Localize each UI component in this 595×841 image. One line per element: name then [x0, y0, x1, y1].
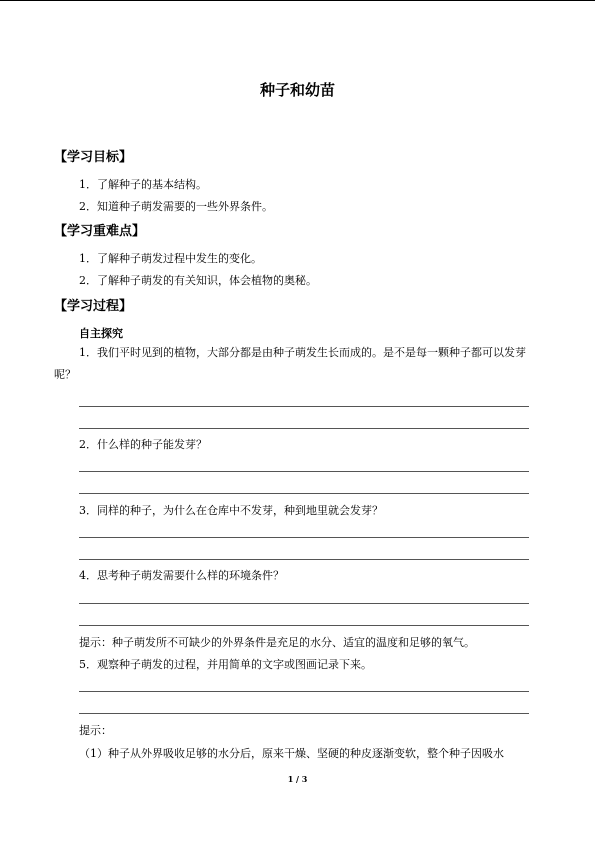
subheading-self-exploration: 自主探究 [79, 327, 123, 340]
section-heading-goals: 【学习目标】 [54, 150, 133, 165]
question-4: 4．思考种子萌发需要什么样的环境条件？ [79, 569, 284, 582]
goal-item-1: 1．了解种子的基本结构。 [79, 178, 207, 191]
answer-line[interactable] [79, 603, 529, 604]
answer-line[interactable] [79, 428, 529, 429]
page-top-border [0, 0, 595, 1]
answer-line[interactable] [79, 559, 529, 560]
answer-line[interactable] [79, 493, 529, 494]
hint-text: 提示：种子萌发所不可缺少的外界条件是充足的水分、适宜的温度和足够的氧气。 [79, 636, 475, 649]
hint-label: 提示： [79, 724, 112, 737]
section-heading-process: 【学习过程】 [54, 299, 133, 314]
question-1: 1．我们平时见到的植物，大部分都是由种子萌发生长而成的。是不是每一颗种子都可以发芽呢？ [54, 346, 526, 381]
goal-item-2: 2．知道种子萌发需要的一些外界条件。 [79, 200, 273, 213]
answer-line[interactable] [79, 537, 529, 538]
answer-line[interactable] [79, 625, 529, 626]
question-5: 5．观察种子萌发的过程，并用简单的文字或图画记录下来。 [79, 658, 372, 671]
key-point-item-1: 1．了解种子萌发过程中发生的变化。 [79, 252, 262, 265]
answer-line[interactable] [79, 713, 529, 714]
key-point-item-2: 2．了解种子萌发的有关知识，体会植物的奥秘。 [79, 274, 317, 287]
page-title: 种子和幼苗 [259, 81, 335, 99]
hint-item-1: （1）种子从外界吸收足够的水分后，原来干燥、坚硬的种皮逐渐变软，整个种子因吸水 [79, 747, 504, 760]
answer-line[interactable] [79, 471, 529, 472]
answer-line[interactable] [79, 406, 529, 407]
question-2: 2．什么样的种子能发芽？ [79, 438, 207, 451]
question-3: 3．同样的种子，为什么在仓库中不发芽，种到地里就会发芽？ [79, 504, 383, 517]
page-number: 1 / 3 [287, 774, 308, 784]
section-heading-key-points: 【学习重难点】 [54, 224, 146, 239]
answer-line[interactable] [79, 691, 529, 692]
